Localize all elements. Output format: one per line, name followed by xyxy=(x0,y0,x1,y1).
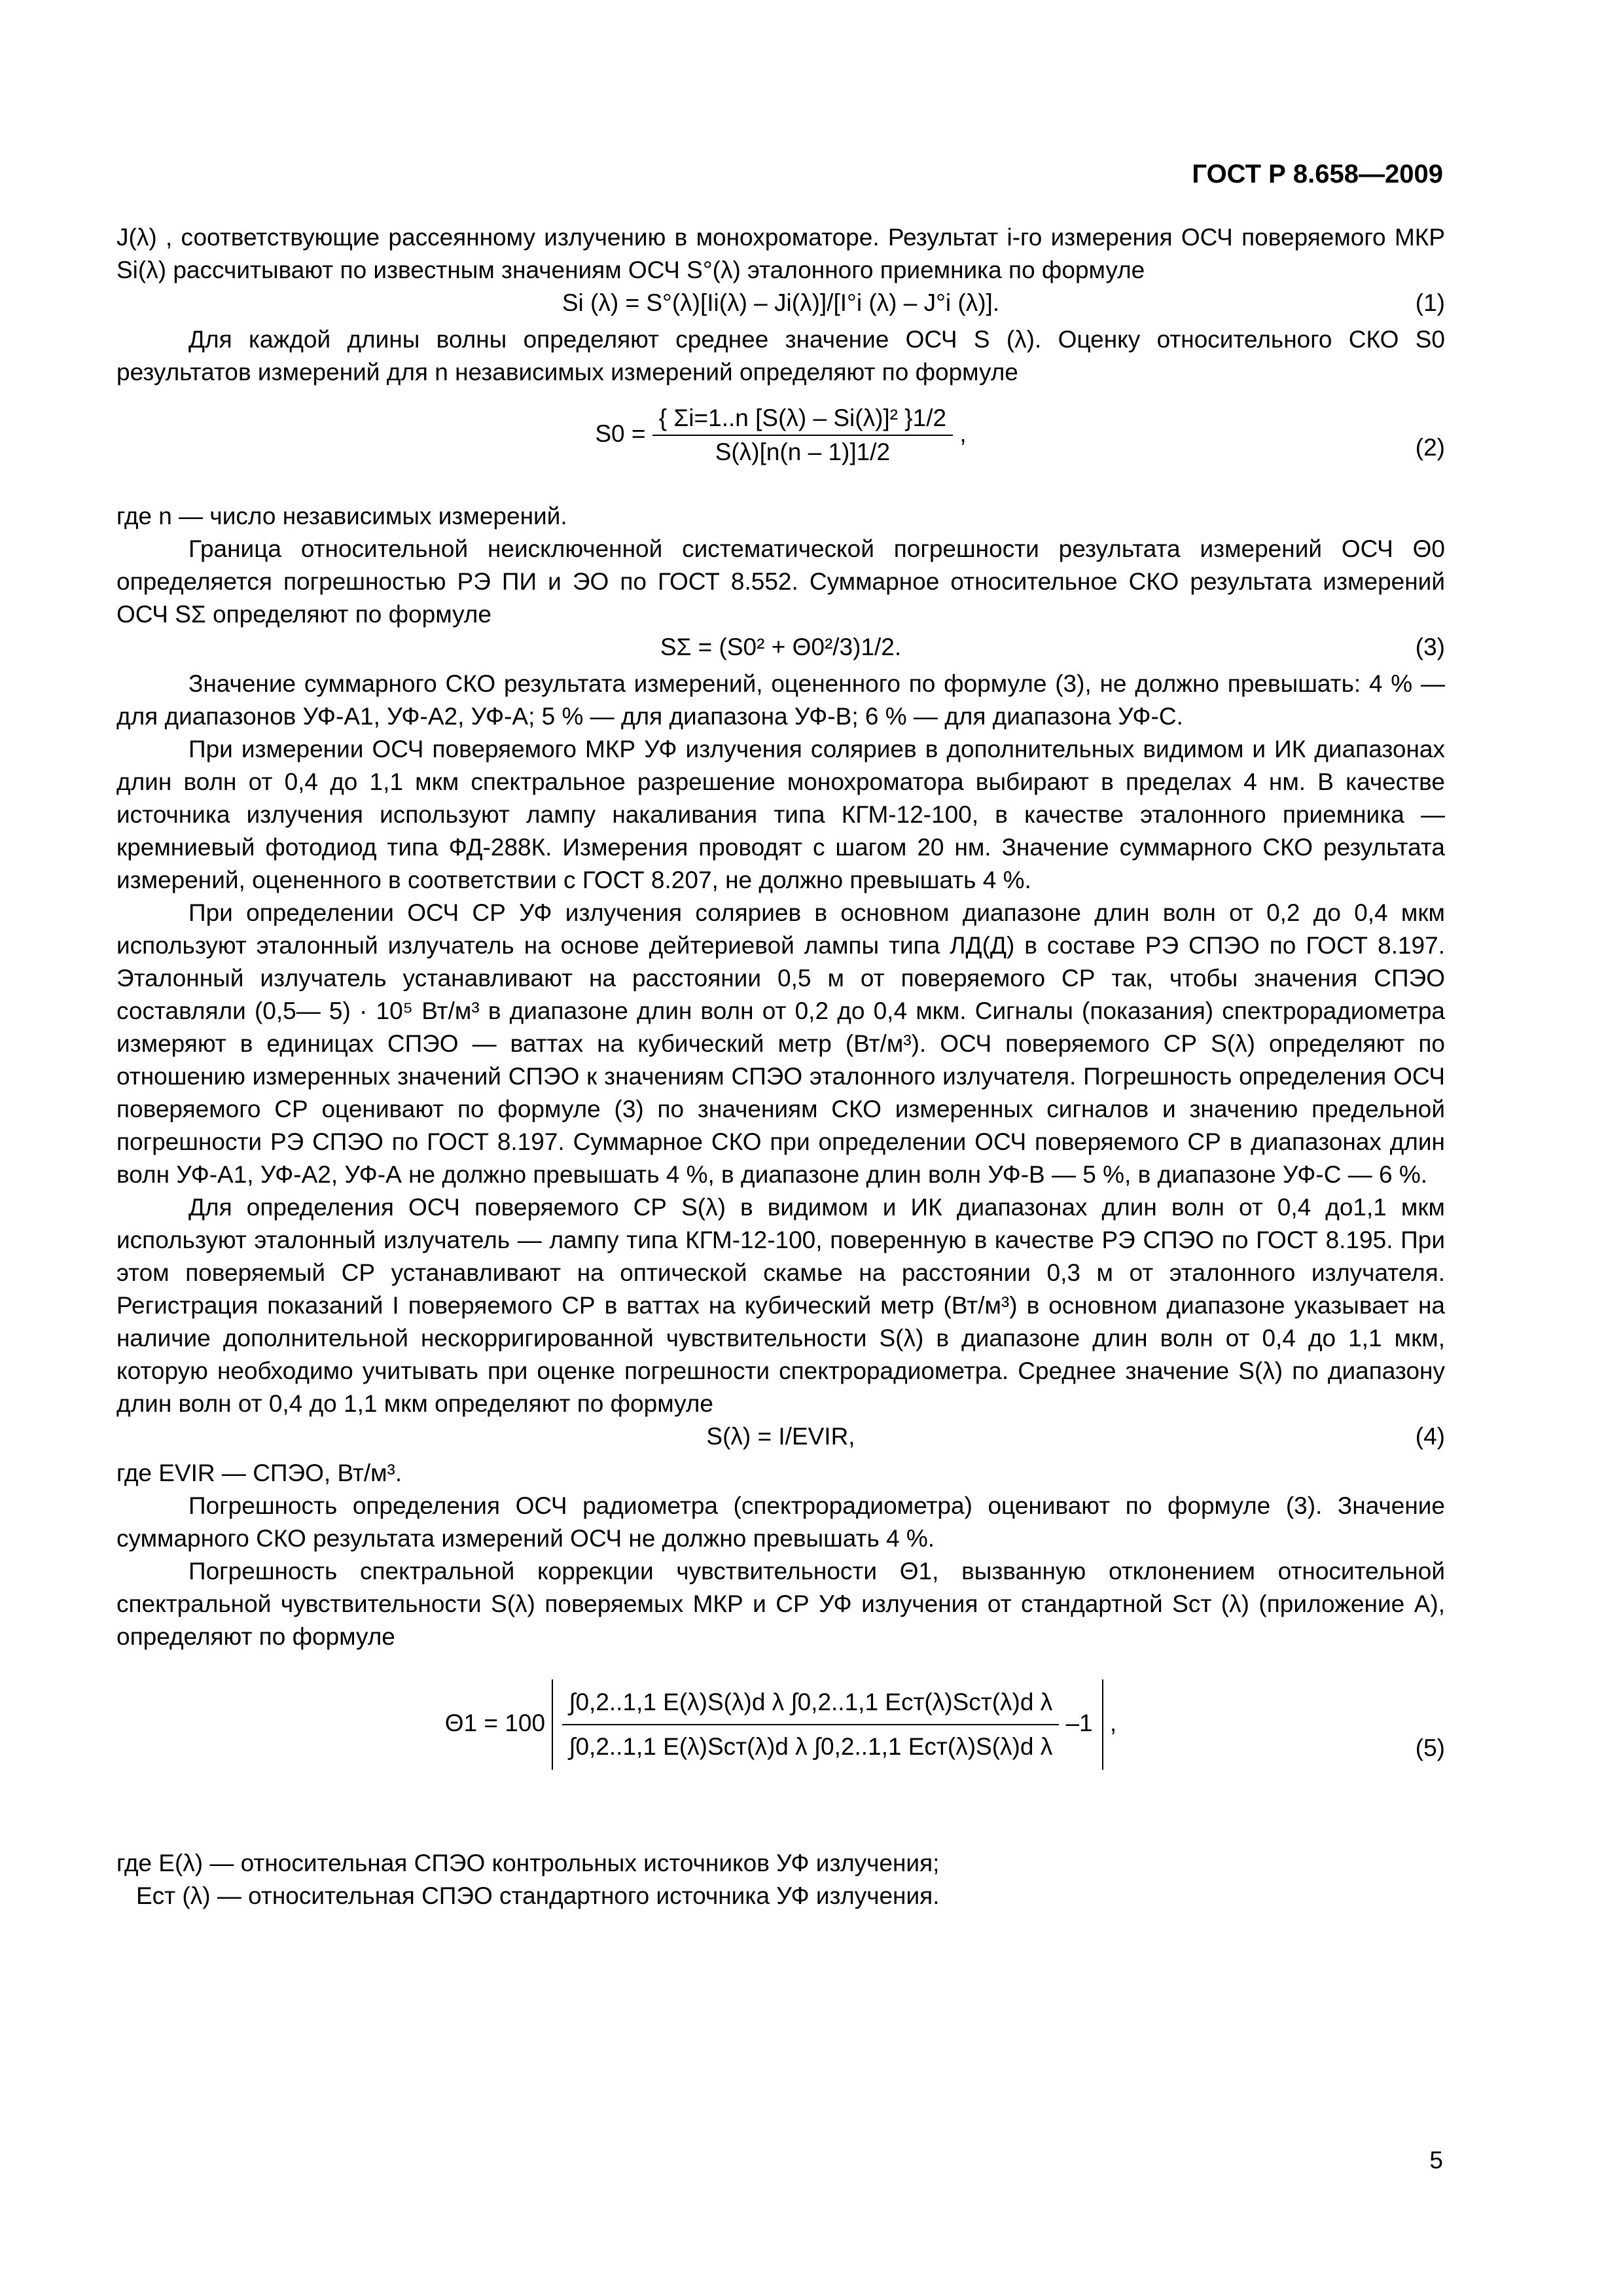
equation-3 xyxy=(116,631,1445,668)
equation-tail: –1 xyxy=(1065,1709,1093,1736)
equation-1 xyxy=(116,287,1445,323)
absolute-value-bars xyxy=(552,1679,1103,1770)
where-list xyxy=(116,1847,1445,1912)
equation-lhs: Θ1 = 100 xyxy=(444,1709,546,1736)
equation-after: , xyxy=(1109,1709,1117,1736)
equation-number: (2) xyxy=(1415,434,1445,461)
equation-number: (4) xyxy=(1415,1423,1445,1450)
equation-fraction xyxy=(562,1686,1059,1763)
paragraph: где EVIR — СПЭО, Вт/м³. xyxy=(116,1460,402,1486)
where-item: где E(λ) — относительная СПЭО контрольных источников УФ излучения; xyxy=(116,1850,940,1876)
paragraph: Погрешность определения ОСЧ радиометра (спектрорадиометра) оценивают по формуле (3). Значение суммарного СКО результата измерений ОСЧ не должно превышать 4 %. xyxy=(116,1492,1445,1552)
equation-number: (5) xyxy=(1415,1734,1445,1761)
paragraph: При определении ОСЧ СР УФ излучения соляриев в основном диапазоне длин волн от 0,2 до 0,4 мкм используют эталонный излучатель на основе дейтериевой лампы типа ЛД(Д) в составе РЭ СПЭО по ГОСТ 8.197. Эталонный излучатель устанавливают на расстоянии 0,5 м от поверяемого СР так, чтобы значения СПЭО составляли (0,5— 5) · 10⁵ Вт/м³ в диапазоне длин волн от 0,2 до 0,4 мкм. Сигналы (показания) спектрорадиометра измеряют в единицах СПЭО — ваттах на кубический метр (Вт/м³). ОСЧ поверяемого СР S(λ) определяют по отношению измеренных значений СПЭО к значениям СПЭО эталонного излучателя. Погрешность определения ОСЧ поверяемого СР оценивают по формуле (3) по значениям СКО измеренных сигналов и значению предельной погрешности РЭ СПЭО по ГОСТ 8.197. Суммарное СКО при определении ОСЧ поверяемого СР в диапазонах длин волн УФ-А1, УФ-А2, УФ-А не должно превышать 4 %, в диапазоне длин волн УФ-В — 5 %, в диапазоне УФ-С — 6 %. xyxy=(116,899,1445,1188)
equation-body: S(λ) = I/EVIR, xyxy=(706,1423,855,1450)
document-header: ГОСТ Р 8.658—2009 xyxy=(1192,160,1443,188)
equation-fraction xyxy=(652,402,953,469)
paragraph: где n — число независимых измерений. xyxy=(116,503,567,529)
paragraph: При измерении ОСЧ поверяемого МКР УФ излучения соляриев в дополнительных видимом и ИК диапазонах длин волн от 0,4 до 1,1 мкм спектральное разрешение монохроматора выбирают в пределах 4 нм. В качестве источника излучения используют лампу накаливания типа КГМ-12-100, в качестве эталонного приемника — кремниевый фотодиод типа ФД-288К. Измерения проводят с шагом 20 нм. Значение суммарного СКО результата измерений, оцененного в соответствии с ГОСТ 8.207, не должно превышать 4 %. xyxy=(116,736,1445,893)
fraction-denominator: S(λ)[n(n – 1)]1/2 xyxy=(715,439,891,465)
equation-number: (1) xyxy=(1415,289,1445,316)
equation-tail: , xyxy=(959,420,967,447)
fraction-denominator: ∫0,2..1,1 E(λ)Sст(λ)d λ ∫0,2..1,1 Eст(λ)S(λ)d λ xyxy=(569,1733,1053,1760)
equation-body: SΣ = (S0² + Θ0²/3)1/2. xyxy=(660,634,902,660)
paragraph: Значение суммарного СКО результата измерений, оцененного по формуле (3), не должно превышать: 4 % — для диапазонов УФ-А1, УФ-А2, УФ-А; 5 % — для диапазона УФ-В; 6 % — для диапазона УФ-С. xyxy=(116,670,1445,730)
equation-5 xyxy=(116,1653,1445,1843)
paragraph: Для определения ОСЧ поверяемого СР S(λ) в видимом и ИК диапазонах длин волн от 0,4 до1,1 мкм используют эталонный излучатель — лампу типа КГМ-12-100, поверенную в качестве РЭ СПЭО по ГОСТ 8.195. При этом поверяемый СР устанавливают на оптической скамье на расстоянии 0,3 м от эталонного излучателя. Регистрация показаний I поверяемого СР в ваттах на кубический метр (Вт/м³) в основном диапазоне указывает на наличие дополнительной нескорригированной чувствительности S(λ) в диапазоне длин волн от 0,4 до 1,1 мкм, которую необходимо учитывать при оценке погрешности спектрорадиометра. Среднее значение S(λ) по диапазону длин волн от 0,4 до 1,1 мкм определяют по формуле xyxy=(116,1194,1445,1417)
equation-lhs: S0 = xyxy=(595,420,646,447)
equation-2 xyxy=(116,389,1445,500)
page-content xyxy=(116,221,1445,1912)
equation-4 xyxy=(116,1420,1445,1457)
fraction-numerator: { Σi=1..n [S(λ) – Si(λ)]² }1/2 xyxy=(652,402,953,436)
paragraph: Погрешность спектральной коррекции чувствительности Θ1, вызванную отклонением относительной спектральной чувствительности S(λ) поверяемых МКР и СР УФ излучения от стандартной Sст (λ) (приложение А), определяют по формуле xyxy=(116,1558,1445,1650)
paragraph: Граница относительной неисключенной систематической погрешности результата измерений ОСЧ Θ0 определяется погрешностью РЭ ПИ и ЭО по ГОСТ 8.552. Суммарное относительное СКО результата измерений ОСЧ SΣ определяют по формуле xyxy=(116,535,1445,628)
equation-number: (3) xyxy=(1415,634,1445,660)
paragraph: J(λ) , соответствующие рассеянному излучению в монохроматоре. Результат i-го измерения ОСЧ поверяемого МКР Si(λ) рассчитывают по известным значениям ОСЧ S°(λ) эталонного приемника по формуле xyxy=(116,224,1445,283)
equation-body: Si (λ) = S°(λ)[Ii(λ) – Ji(λ)]/[I°i (λ) – J°i (λ)]. xyxy=(562,289,1000,316)
where-item: Eст (λ) — относительная СПЭО стандартного источника УФ излучения. xyxy=(136,1882,940,1909)
fraction-numerator: ∫0,2..1,1 E(λ)S(λ)d λ ∫0,2..1,1 Eст(λ)Sст(λ)d λ xyxy=(562,1686,1059,1725)
paragraph: Для каждой длины волны определяют среднее значение ОСЧ S (λ). Оценку относительного СКО S0 результатов измерений для n независимых измерений определяют по формуле xyxy=(116,326,1445,386)
page-number: 5 xyxy=(1429,2147,1443,2174)
